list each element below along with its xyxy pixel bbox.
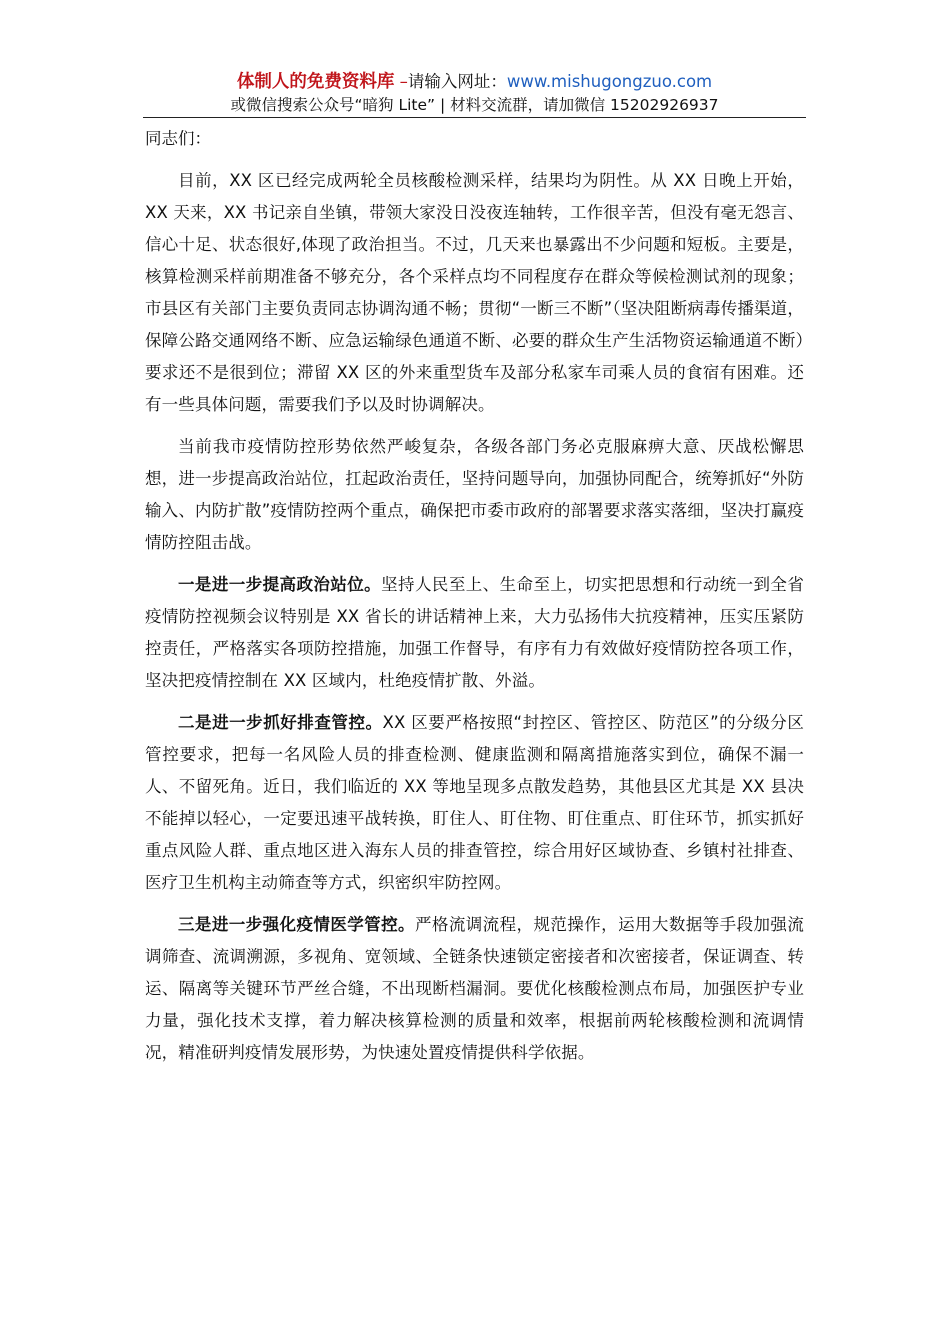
paragraph [145, 707, 804, 899]
salutation: 同志们： [145, 129, 211, 148]
paragraph-lead: 三是进一步强化疫情医学管控。 [178, 915, 415, 934]
paragraph [145, 165, 804, 421]
paragraph-text: 严格流调流程，规范操作，运用大数据等手段加强流调筛查、流调溯源，多视角、宽领域、全链条快速锁定密接者和次密接者，保证调查、转运、隔离等关键环节严丝合缝，不出现断档漏洞。要优化核酸检测点布局，加强医护专业力量，强化技术支撑，着力解决核算检测的质量和效率，根据前两轮核酸检测和流调情况，精准研判疫情发展形势，为快速处置疫情提供科学依据。 [145, 915, 804, 1062]
page-header [143, 70, 806, 116]
header-brand: 体制人的免费资料库 [236, 72, 395, 92]
header-url-link[interactable]: www.mishugongzuo.com [506, 72, 713, 91]
header-prompt: 请输入网址： [407, 72, 507, 91]
paragraph-text: 当前我市疫情防控形势依然严峻复杂，各级各部门务必克服麻痹大意、厌战松懈思想，进一步提高政治站位，扛起政治责任，坚持问题导向，加强协同配合，统筹抓好“外防输入、内防扩散”疫情防控两个重点，确保把市委市政府的部署要求落实落细，坚决打赢疫情防控阻击战。 [145, 437, 804, 552]
header-banner [143, 70, 806, 94]
paragraph-text: XX 区要严格按照“封控区、管控区、防范区”的分级分区管控要求，把每一名风险人员的排查检测、健康监测和隔离措施落实到位，确保不漏一人、不留死角。近日，我们临近的 XX 等地呈现多点散发趋势，其他县区尤其是 XX 县决不能掉以轻心，一定要迅速平战转换，盯住人、盯住物、盯住重点、盯住环节，抓实抓好重点风险人群、重点地区进入海东人员的排查管控，综合用好区域协查、乡镇村社排查、医疗卫生机构主动筛查等方式，织密织牢防控网。 [145, 713, 804, 892]
paragraph-lead: 一是进一步提高政治站位。 [178, 575, 382, 594]
paragraph [145, 569, 804, 697]
paragraph [145, 431, 804, 559]
header-subline: 或微信搜索公众号“暗狗 Lite” | 材料交流群，请加微信 15202926937 [230, 96, 719, 114]
paragraph-lead: 二是进一步抓好排查管控。 [178, 713, 383, 732]
document-body [145, 123, 804, 1079]
paragraph [145, 909, 804, 1069]
paragraph-text: 坚持人民至上、生命至上，切实把思想和行动统一到全省疫情防控视频会议特别是 XX 省长的讲话精神上来，大力弘扬伟大抗疫精神，压实压紧防控责任，严格落实各项防控措施，加强工作督导，有序有力有效做好疫情防控各项工作，坚决把疫情控制在 XX 区域内，杜绝疫情扩散、外溢。 [145, 575, 804, 690]
paragraph-text: 目前，XX 区已经完成两轮全员核酸检测采样，结果均为阴性。从 XX 日晚上开始，XX 天来，XX 书记亲自坐镇，带领大家没日没夜连轴转，工作很辛苦，但没有毫无怨言、信心十足、状态很好,体现了政治担当。不过，几天来也暴露出不少问题和短板。主要是，核算检测采样前期准备不够充分，各个采样点均不同程度存在群众等候检测试剂的现象；市县区有关部门主要负责同志协调沟通不畅；贯彻“一断三不断”（坚决阻断病毒传播渠道，保障公路交通网络不断、应急运输绿色通道不断、必要的群众生产生活物资运输通道不断）要求还不是很到位；滞留 XX 区的外来重型货车及部分私家车司乘人员的食宿有困难。还有一些具体问题，需要我们予以及时协调解决。 [145, 171, 804, 414]
header-dash: – [394, 72, 408, 91]
header-divider [143, 117, 806, 118]
